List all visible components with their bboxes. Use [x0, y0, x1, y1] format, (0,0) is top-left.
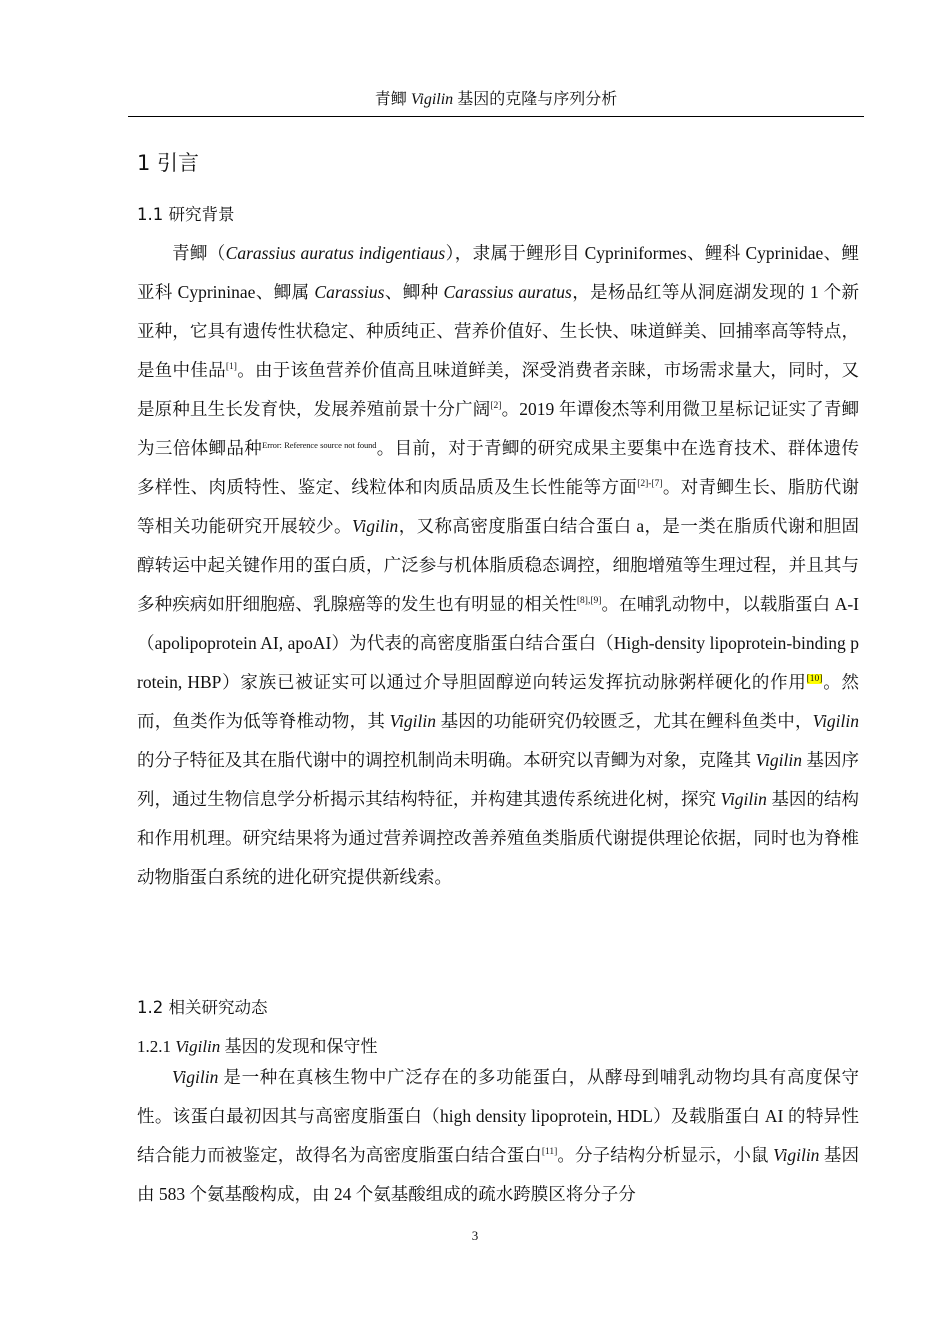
text-run: ，是杨品红等从洞庭湖发现的 1 个新亚种，它具有遗传性状稳定、种质纯正、营养价值好、生长快、味道鲜美、回捕率高等特点，是鱼中佳品	[137, 282, 860, 380]
text-run: 。由于该鱼营养价值高且味道鲜美，深受消费者亲睐，市场需求量大，同时，又是原种且生长发育快，发展养殖前景十分广阔	[137, 360, 860, 419]
header-title-post: 基因的克隆与序列分析	[453, 91, 618, 108]
italic-term: Vigilin	[389, 711, 436, 731]
italic-term: Vigilin	[351, 516, 399, 536]
text-run: 。分子结构分析显示，小鼠	[557, 1145, 774, 1165]
header-rule	[128, 116, 864, 117]
text-run: 。在哺乳动物中，以载脂蛋白 A-I（apolipoprotein AI, apoAI）为代表的高密度脂蛋白结合蛋白（High-density lipoprotein-binding protein, HBP）家族已被证实可以通过介导胆固醇逆向转运发挥抗动脉粥样硬化的作用	[137, 594, 859, 692]
text-run: 的分子特征及其在脂代谢中的调控机制尚未明确。本研究以青鲫为对象，克隆其	[137, 750, 756, 770]
heading-1-2-1-gene: Vigilin	[175, 1037, 221, 1056]
paragraph-vigilin-discovery	[137, 1058, 859, 1214]
citation-superscript: [1]	[225, 362, 237, 372]
section-heading-1-2: 1.2 相关研究动态	[137, 998, 268, 1017]
citation-superscript: [8],[9]	[576, 596, 602, 606]
text-run: ，又称高密度脂蛋白结合蛋白 a，是一类在脂质代谢和胆固醇转运中起关键作用的蛋白质，广泛参与机体脂质稳态调控，细胞增殖等生理过程，并且其与多种疾病如肝细胞癌、乳腺癌等的发生也有明显的相关性	[137, 516, 860, 614]
header-title-pre: 青鲫	[374, 91, 411, 108]
text-run: 。然而，鱼类作为低等脊椎动物，其	[137, 672, 859, 731]
heading-1-2-1-number: 1.2.1	[137, 1037, 176, 1056]
italic-term: Vigilin	[773, 1145, 820, 1165]
italic-term: Vigilin	[172, 1067, 219, 1087]
text-run: 基因的功能研究仍较匮乏，尤其在鲤科鱼类中，	[436, 711, 813, 731]
text-run: ），隶属于鲤形目 Cypriniformes、鲤科 Cyprinidae、鲤亚科 Cyprininae、鲫属	[137, 243, 860, 302]
text-run: 基因由 583 个氨基酸构成，由 24 个氨基酸组成的疏水跨膜区将分子分	[137, 1145, 860, 1204]
italic-term: Carassius	[314, 282, 385, 302]
section-heading-1-1: 1.1 研究背景	[137, 205, 235, 224]
running-header	[128, 88, 864, 112]
header-title-gene: Vigilin	[410, 91, 454, 108]
reference-error: Error: Reference source not found	[262, 440, 377, 450]
text-run: 、鲫种	[384, 282, 444, 302]
italic-term: Vigilin	[720, 789, 767, 809]
citation-superscript: [10]	[806, 674, 823, 684]
italic-term: Vigilin	[755, 750, 802, 770]
text-run: 。对青鲫生长、脂肪代谢等相关功能研究开展较少。	[137, 477, 860, 536]
citation-superscript: [2]	[490, 401, 502, 411]
text-run: 基因序列，通过生物信息学分析揭示其结构特征，并构建其遗传系统进化树，探究	[137, 750, 860, 809]
paragraph-research-background	[137, 234, 859, 897]
section-heading-1: 1 引言	[137, 151, 200, 175]
heading-1-2-1-text: 基因的发现和保守性	[220, 1037, 378, 1056]
italic-term: Vigilin	[812, 711, 860, 731]
text-run: 是一种在真核生物中广泛存在的多功能蛋白，从酵母到哺乳动物均具有高度保守性。该蛋白最初因其与高密度脂蛋白（high density lipoprotein, HDL）及载脂蛋白 AI 的特异性结合能力而被鉴定，故得名为高密度脂蛋白结合蛋白	[137, 1067, 859, 1165]
text-run: 基因的结构和作用机理。研究结果将为通过营养调控改善养殖鱼类脂质代谢提供理论依据，同时也为脊椎动物脂蛋白系统的进化研究提供新线索。	[137, 789, 860, 887]
page-number: 3	[471, 1228, 479, 1243]
italic-term: Carassius auratus indigentiaus	[225, 243, 446, 263]
citation-superscript: [11]	[541, 1147, 558, 1157]
text-run: 。目前，对于青鲫的研究成果主要集中在选育技术、群体遗传多样性、肉质特性、鉴定、线粒体和肉质品质及生长性能等方面	[137, 438, 860, 497]
text-run: 。2019 年谭俊杰等利用微卫星标记证实了青鲫为三倍体鲫品种	[137, 399, 860, 458]
citation-superscript: [2]-[7]	[637, 479, 663, 489]
text-run: 青鲫（	[172, 243, 226, 263]
italic-term: Carassius auratus	[443, 282, 572, 302]
section-heading-1-2-1	[137, 1035, 378, 1059]
